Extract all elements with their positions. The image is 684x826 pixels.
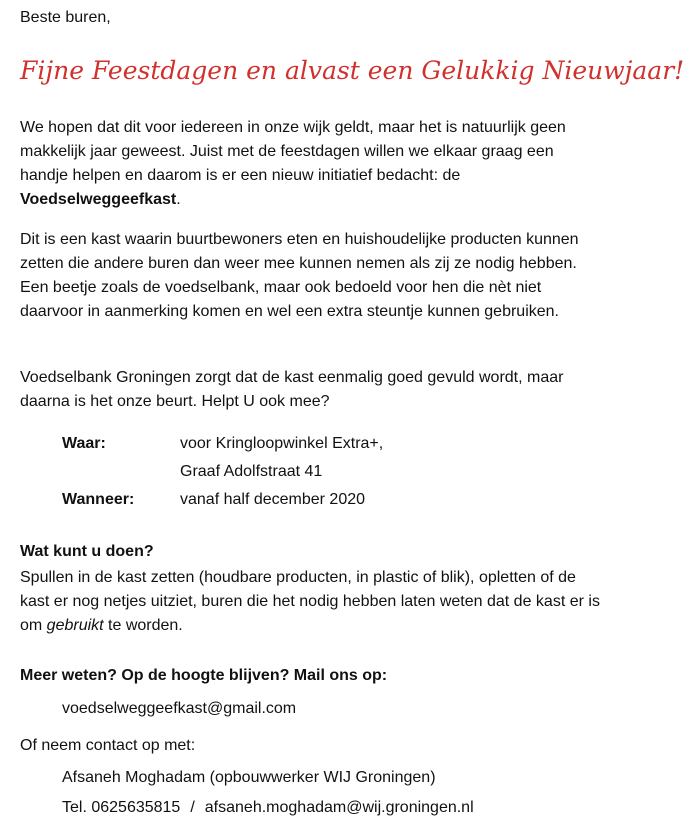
- initiative-name: Voedselweggeefkast: [20, 191, 177, 208]
- explanation-paragraph: Dit is een kast waarin buurtbewoners eten en huishoudelijke producten kunnen zetten die andere buren dan weer mee kunnen nemen als zij ze nodig hebben. Een beetje zoals de voedselbank, maar ook bedoeld voor hen die nèt niet daarvoor in aanmerking komen en wel een extra steuntje kunnen gebruiken.: [20, 231, 579, 320]
- contact-separator: /: [190, 799, 195, 816]
- intro-paragraph: [20, 116, 600, 212]
- contact-name: Afsaneh Moghadam (opbouwwerker WIJ Groningen): [62, 769, 436, 786]
- where-line-2: Graaf Adolfstraat 41: [180, 463, 323, 480]
- where-label: Waar:: [62, 435, 106, 452]
- what-can-you-do-paragraph: [20, 566, 600, 638]
- contact-details: [62, 796, 474, 820]
- emphasis-word: gebruikt: [46, 617, 104, 634]
- actions-text: Spullen in de kast zetten (houdbare producten, in plastic of blik), opletten of de kast er nog netjes uitziet, buren die het nodig hebben laten weten dat de kast er is om: [20, 569, 600, 634]
- actions-text-end: te worden.: [103, 617, 183, 634]
- where-line-1: voor Kringloopwinkel Extra+,: [180, 435, 384, 452]
- holiday-headline: Fijne Feestdagen en alvast een Gelukkig Nieuwjaar!: [20, 56, 684, 85]
- initiative-email[interactable]: voedselweggeefkast@gmail.com: [62, 700, 297, 717]
- contact-phone[interactable]: Tel. 0625635815: [62, 799, 181, 816]
- intro-text: We hopen dat dit voor iedereen in onze wijk geldt, maar het is natuurlijk geen makkelijk jaar geweest. Juist met de feestdagen willen we elkaar graag een handje helpen en daarom is er een nieuw initiatief bedacht: de: [20, 119, 566, 184]
- when-label: Wanneer:: [62, 491, 135, 508]
- contact-intro: Of neem contact op met:: [20, 737, 196, 754]
- salutation: Beste buren,: [20, 9, 111, 26]
- when-value: vanaf half december 2020: [180, 491, 366, 508]
- what-can-you-do-heading: Wat kunt u doen?: [20, 543, 154, 560]
- intro-end: .: [176, 191, 181, 208]
- contact-email[interactable]: afsaneh.moghadam@wij.groningen.nl: [204, 799, 474, 816]
- when-row: [62, 488, 602, 512]
- more-info-heading: Meer weten? Op de hoogte blijven? Mail ons op:: [20, 667, 388, 684]
- where-row: [62, 432, 602, 456]
- where-row-continued: [62, 460, 602, 484]
- foodbank-paragraph: Voedselbank Groningen zorgt dat de kast eenmalig goed gevuld wordt, maar daarna is het onze beurt. Helpt U ook mee?: [20, 369, 564, 410]
